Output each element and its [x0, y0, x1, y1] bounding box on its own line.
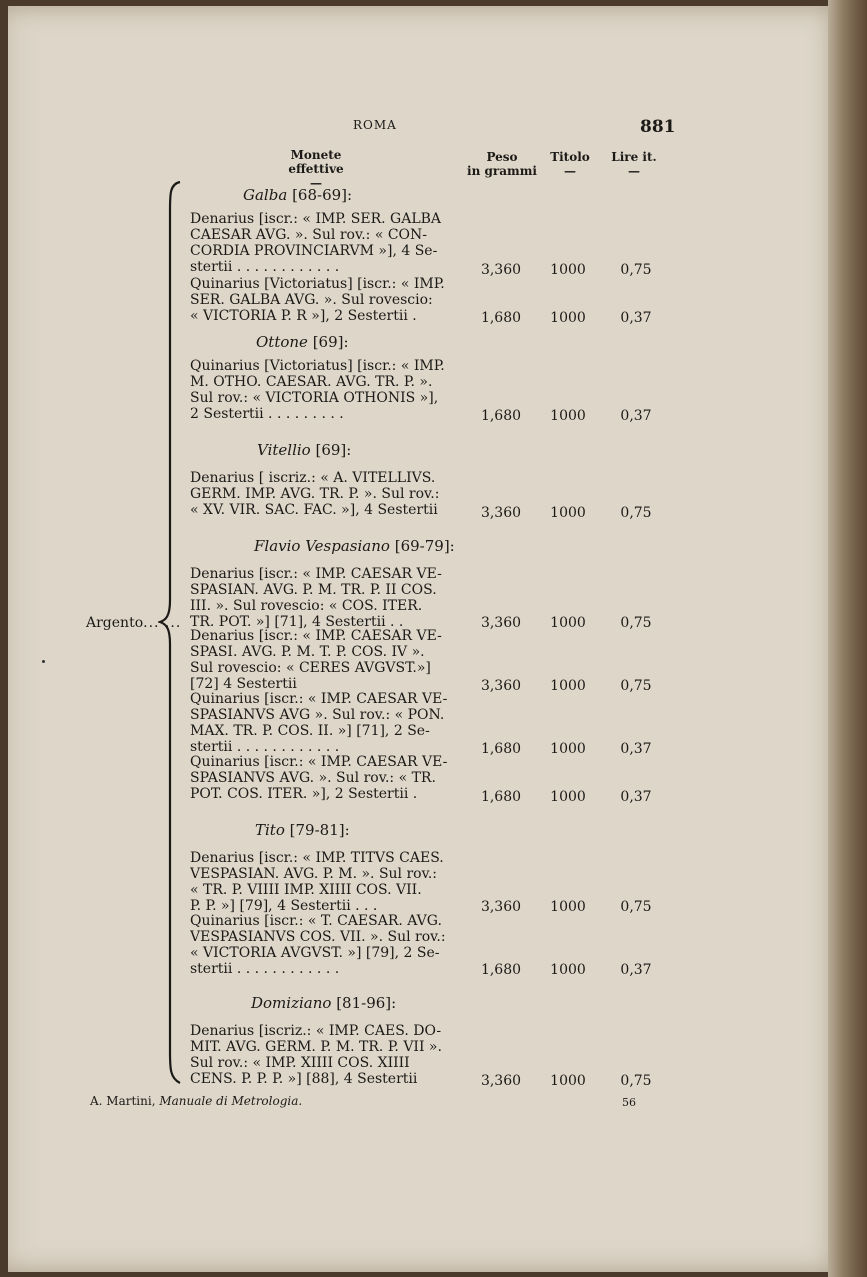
- coin-description-line: MIT. AVG. GERM. P. M. TR. P. VII ».: [190, 1039, 442, 1055]
- section-title: [255, 821, 350, 839]
- page-number: 881: [640, 117, 676, 137]
- coin-description-line: CAESAR AVG. ». Sul rov.: « CON-: [190, 227, 428, 243]
- fineness-value: 1000: [550, 789, 586, 805]
- stray-mark: [42, 660, 45, 663]
- fineness-value: 1000: [550, 1073, 586, 1089]
- coin-description-line: 2 Sestertii . . . . . . . . .: [190, 406, 344, 422]
- lire-value: 0,75: [620, 678, 652, 694]
- lire-value: 0,37: [620, 962, 652, 978]
- column-header-lire: Lire it. —: [611, 150, 657, 178]
- coin-description-line: Denarius [iscr.: « IMP. CAESAR VE-: [190, 566, 442, 582]
- coin-entry: [190, 691, 452, 755]
- coin-entry: [190, 913, 452, 977]
- weight-value: 1,680: [480, 408, 522, 424]
- coin-entry: [190, 628, 452, 692]
- coin-description-line: stertii . . . . . . . . . . . .: [190, 961, 340, 977]
- page-edge: [828, 0, 867, 1277]
- lire-value: 0,75: [620, 262, 652, 278]
- weight-value: 3,360: [480, 899, 522, 915]
- weight-value: 3,360: [480, 262, 522, 278]
- coin-description-line: Denarius [iscr.: « IMP. CAESAR VE-: [190, 628, 442, 644]
- column-header-monete: Monete effettive —: [288, 148, 344, 190]
- reign-years: [69]:: [312, 333, 349, 351]
- coin-description-line: VESPASIAN. AVG. P. M. ». Sul rov.:: [190, 866, 438, 882]
- coin-description-line: Denarius [ iscriz.: « A. VITELLIVS.: [190, 470, 436, 486]
- weight-value: 3,360: [480, 615, 522, 631]
- lire-value: 0,75: [620, 1073, 652, 1089]
- emperor-name: Domiziano: [251, 994, 332, 1012]
- fineness-value: 1000: [550, 899, 586, 915]
- coin-description-line: stertii . . . . . . . . . . . .: [190, 259, 340, 275]
- weight-value: 1,680: [480, 962, 522, 978]
- coin-entry: [190, 566, 452, 630]
- coin-description-line: M. OTHO. CAESAR. AVG. TR. P. ».: [190, 374, 433, 390]
- lire-value: 0,37: [620, 789, 652, 805]
- emperor-name: Vitellio: [257, 441, 311, 459]
- coin-description-line: P. P. »] [79], 4 Sestertii . . .: [190, 898, 378, 914]
- coin-description-line: Quinarius [Victoriatus] [iscr.: « IMP.: [190, 358, 445, 374]
- coin-description-line: CENS. P. P. P. »] [88], 4 Sestertii: [190, 1071, 418, 1087]
- coin-description-line: Quinarius [iscr.: « T. CAESAR. AVG.: [190, 913, 442, 929]
- coin-description-line: stertii . . . . . . . . . . . .: [190, 739, 340, 755]
- coin-description-line: III. ». Sul rovescio: « COS. ITER.: [190, 598, 423, 614]
- lire-value: 0,37: [620, 741, 652, 757]
- fineness-value: 1000: [550, 962, 586, 978]
- emperor-name: Galba: [243, 186, 288, 204]
- coin-entry: [190, 470, 452, 518]
- column-header-titolo: Titolo —: [550, 150, 590, 178]
- coin-description-line: [72] 4 Sestertii: [190, 676, 297, 692]
- emperor-name: Flavio Vespasiano: [254, 537, 390, 555]
- section-title: [243, 186, 352, 204]
- coin-description-line: « VICTORIA P. R »], 2 Sestertii .: [190, 308, 417, 324]
- coin-description-line: POT. COS. ITER. »], 2 Sestertii .: [190, 786, 418, 802]
- emperor-name: Ottone: [256, 333, 308, 351]
- weight-value: 1,680: [480, 310, 522, 326]
- fineness-value: 1000: [550, 615, 586, 631]
- running-head: ROMA: [353, 118, 397, 132]
- fineness-value: 1000: [550, 678, 586, 694]
- lire-value: 0,37: [620, 408, 652, 424]
- coin-description-line: GERM. IMP. AVG. TR. P. ». Sul rov.:: [190, 486, 440, 502]
- weight-value: 3,360: [480, 1073, 522, 1089]
- fineness-value: 1000: [550, 262, 586, 278]
- metal-label-dots: ... ...: [143, 615, 182, 631]
- section-title: [251, 994, 396, 1012]
- fineness-value: 1000: [550, 310, 586, 326]
- coin-description-line: Quinarius [iscr.: « IMP. CAESAR VE-: [190, 691, 448, 707]
- fineness-value: 1000: [550, 741, 586, 757]
- weight-value: 1,680: [480, 789, 522, 805]
- lire-value: 0,37: [620, 310, 652, 326]
- coin-entry: [190, 358, 452, 422]
- column-header-peso: Peso in grammi: [467, 150, 537, 178]
- reign-years: [69-79]:: [394, 537, 455, 555]
- weight-value: 3,360: [480, 505, 522, 521]
- coin-entry: [190, 754, 452, 802]
- metal-label-text: Argento: [86, 615, 144, 631]
- fineness-value: 1000: [550, 408, 586, 424]
- footer-title: Manuale di Metrologia.: [159, 1094, 303, 1108]
- reign-years: [69]:: [315, 441, 352, 459]
- coin-description-line: Sul rovescio: « CERES AVGVST.»]: [190, 660, 431, 676]
- coin-entry: [190, 211, 452, 275]
- coin-description-line: Quinarius [Victoriatus] [iscr.: « IMP.: [190, 276, 445, 292]
- footer-citation: [90, 1094, 302, 1108]
- curly-brace: [158, 180, 188, 1085]
- coin-entry: [190, 276, 452, 324]
- metal-label: [86, 615, 181, 631]
- coin-description-line: « XV. VIR. SAC. FAC. »], 4 Sestertii: [190, 502, 438, 518]
- coin-entry: [190, 1023, 452, 1087]
- fineness-value: 1000: [550, 505, 586, 521]
- section-title: [257, 441, 351, 459]
- coin-description-line: Quinarius [iscr.: « IMP. CAESAR VE-: [190, 754, 448, 770]
- coin-description-line: Denarius [iscr.: « IMP. SER. GALBA: [190, 211, 442, 227]
- section-title: [254, 537, 455, 555]
- coin-description-line: SPASIAN. AVG. P. M. TR. P. II COS.: [190, 582, 437, 598]
- coin-description-line: CORDIA PROVINCIARVM »], 4 Se-: [190, 243, 438, 259]
- footer-author: A. Martini,: [90, 1094, 156, 1108]
- coin-description-line: « TR. P. VIIII IMP. XIIII COS. VII.: [190, 882, 422, 898]
- signature-mark: 56: [622, 1096, 636, 1109]
- reign-years: [68-69]:: [292, 186, 353, 204]
- coin-description-line: SPASIANVS AVG. ». Sul rov.: « TR.: [190, 770, 436, 786]
- coin-entry: [190, 850, 452, 914]
- coin-description-line: VESPASIANVS COS. VII. ». Sul rov.:: [190, 929, 446, 945]
- emperor-name: Tito: [255, 821, 285, 839]
- coin-description-line: Denarius [iscr.: « IMP. TITVS CAES.: [190, 850, 444, 866]
- lire-value: 0,75: [620, 505, 652, 521]
- coin-description-line: SPASIANVS AVG ». Sul rov.: « PON.: [190, 707, 445, 723]
- section-title: [256, 333, 349, 351]
- weight-value: 1,680: [480, 741, 522, 757]
- lire-value: 0,75: [620, 899, 652, 915]
- coin-description-line: Denarius [iscriz.: « IMP. CAES. DO-: [190, 1023, 442, 1039]
- coin-description-line: TR. POT. »] [71], 4 Sestertii . .: [190, 614, 404, 630]
- coin-description-line: Sul rov.: « IMP. XIIII COS. XIIII: [190, 1055, 410, 1071]
- lire-value: 0,75: [620, 615, 652, 631]
- reign-years: [81-96]:: [336, 994, 397, 1012]
- coin-description-line: SPASI. AVG. P. M. T. P. COS. IV ».: [190, 644, 425, 660]
- weight-value: 3,360: [480, 678, 522, 694]
- coin-description-line: Sul rov.: « VICTORIA OTHONIS »],: [190, 390, 439, 406]
- reign-years: [79-81]:: [289, 821, 350, 839]
- coin-description-line: SER. GALBA AVG. ». Sul rovescio:: [190, 292, 433, 308]
- coin-description-line: « VICTORIA AVGVST. »] [79], 2 Se-: [190, 945, 440, 961]
- coin-description-line: MAX. TR. P. COS. II. »] [71], 2 Se-: [190, 723, 430, 739]
